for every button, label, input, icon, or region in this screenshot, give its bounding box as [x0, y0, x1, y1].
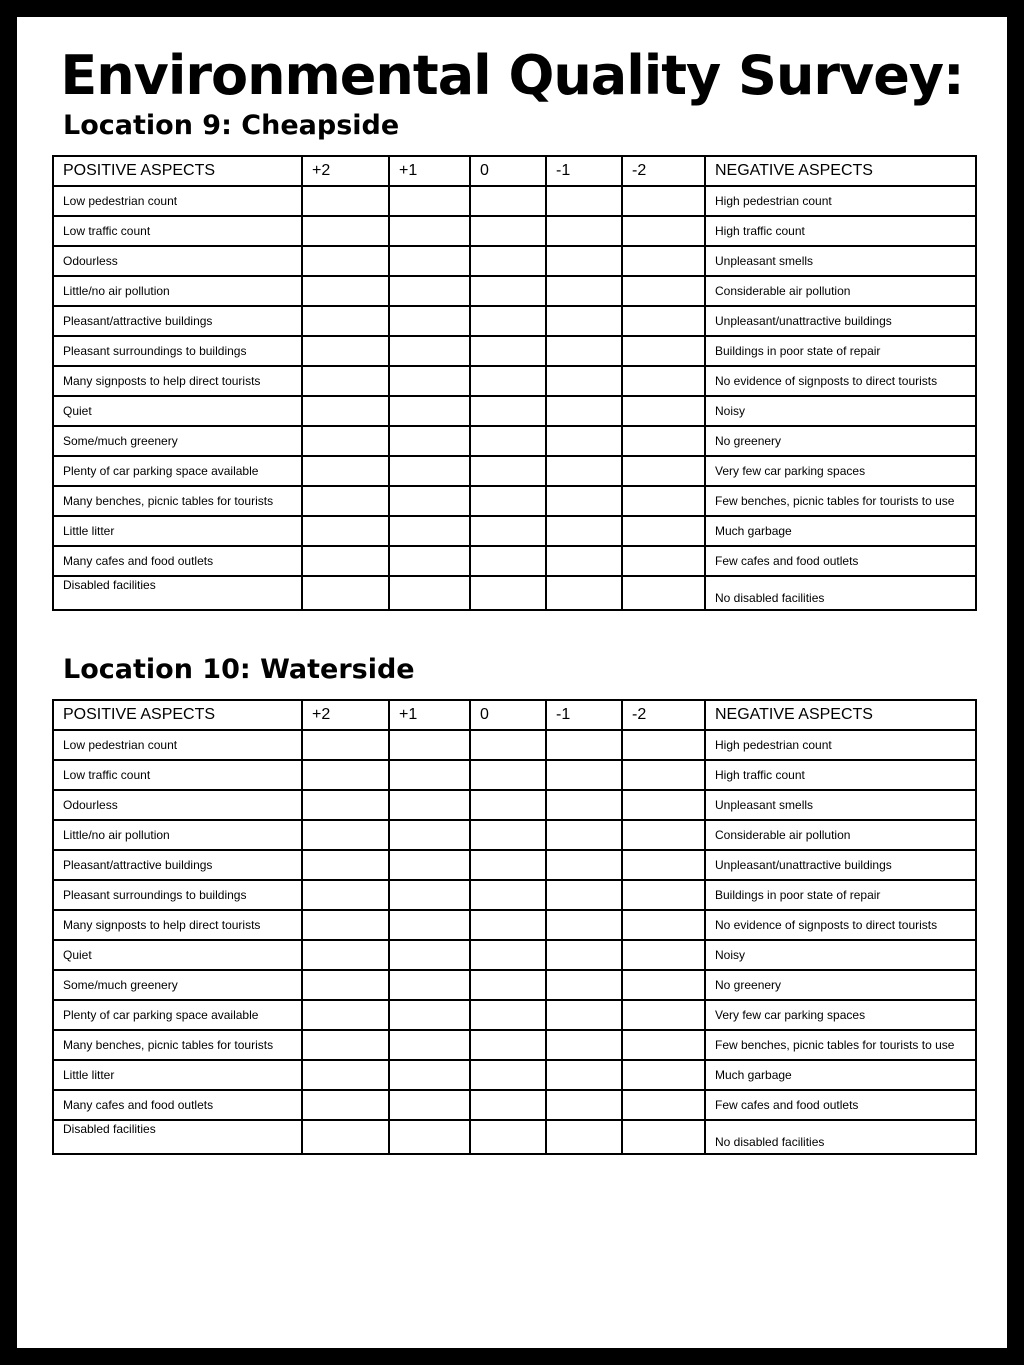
score-cell[interactable] — [302, 426, 389, 456]
negative-aspect-cell: High pedestrian count — [705, 186, 976, 216]
score-header: -2 — [622, 700, 705, 730]
score-cell[interactable] — [546, 516, 622, 546]
score-cell[interactable] — [470, 760, 546, 790]
table-row — [53, 820, 976, 850]
score-cell[interactable] — [302, 970, 389, 1000]
table-row — [53, 1060, 976, 1090]
positive-aspect-cell: Low pedestrian count — [53, 730, 302, 760]
score-cell[interactable] — [302, 306, 389, 336]
table-row — [53, 546, 976, 576]
positive-aspect-cell: Low traffic count — [53, 216, 302, 246]
negative-aspect-cell: Unpleasant/unattractive buildings — [705, 850, 976, 880]
score-cell[interactable] — [622, 216, 705, 246]
score-cell[interactable] — [470, 276, 546, 306]
score-cell[interactable] — [546, 306, 622, 336]
score-cell[interactable] — [470, 730, 546, 760]
score-cell[interactable] — [470, 940, 546, 970]
score-cell[interactable] — [389, 516, 470, 546]
score-cell[interactable] — [302, 486, 389, 516]
negative-aspect-cell: High pedestrian count — [705, 730, 976, 760]
table-row — [53, 760, 976, 790]
score-cell[interactable] — [470, 216, 546, 246]
score-cell[interactable] — [389, 276, 470, 306]
score-cell[interactable] — [546, 246, 622, 276]
score-cell[interactable] — [470, 426, 546, 456]
score-cell[interactable] — [546, 546, 622, 576]
negative-aspect-cell: Noisy — [705, 396, 976, 426]
location-title: Location 9: Cheapside — [63, 110, 400, 141]
table-row — [53, 1120, 976, 1154]
score-cell[interactable] — [470, 546, 546, 576]
score-cell[interactable] — [302, 546, 389, 576]
score-cell[interactable] — [622, 760, 705, 790]
negative-aspect-cell: No evidence of signposts to direct tourists — [705, 366, 976, 396]
score-cell[interactable] — [389, 880, 470, 910]
score-cell[interactable] — [470, 186, 546, 216]
score-cell[interactable] — [302, 880, 389, 910]
score-cell[interactable] — [389, 246, 470, 276]
negative-aspect-cell: High traffic count — [705, 216, 976, 246]
score-cell[interactable] — [622, 1120, 705, 1154]
score-header: -1 — [546, 700, 622, 730]
score-cell[interactable] — [622, 880, 705, 910]
score-cell[interactable] — [470, 396, 546, 426]
score-cell[interactable] — [470, 306, 546, 336]
score-cell[interactable] — [302, 396, 389, 426]
negative-aspect-cell: Noisy — [705, 940, 976, 970]
score-cell[interactable] — [389, 1000, 470, 1030]
score-cell[interactable] — [546, 456, 622, 486]
score-cell[interactable] — [302, 1060, 389, 1090]
score-cell[interactable] — [389, 336, 470, 366]
positive-aspect-cell: Some/much greenery — [53, 426, 302, 456]
score-cell[interactable] — [546, 276, 622, 306]
score-cell[interactable] — [622, 850, 705, 880]
survey-page — [17, 17, 1007, 1348]
score-cell[interactable] — [470, 1000, 546, 1030]
score-cell[interactable] — [389, 576, 470, 610]
score-cell[interactable] — [302, 850, 389, 880]
header-row — [53, 156, 976, 186]
score-cell[interactable] — [470, 850, 546, 880]
table-row — [53, 396, 976, 426]
score-cell[interactable] — [302, 940, 389, 970]
positive-aspect-cell: Little litter — [53, 1060, 302, 1090]
positive-aspect-cell: Many benches, picnic tables for tourists — [53, 1030, 302, 1060]
score-cell[interactable] — [546, 216, 622, 246]
negative-aspect-cell: Much garbage — [705, 1060, 976, 1090]
positive-aspect-cell: Odourless — [53, 790, 302, 820]
score-cell[interactable] — [389, 216, 470, 246]
score-cell[interactable] — [389, 1030, 470, 1060]
score-header: -2 — [622, 156, 705, 186]
positive-aspect-cell: Many signposts to help direct tourists — [53, 366, 302, 396]
negative-aspects-header: NEGATIVE ASPECTS — [705, 700, 976, 730]
score-cell[interactable] — [546, 186, 622, 216]
survey-table — [52, 699, 977, 1155]
score-cell[interactable] — [470, 366, 546, 396]
score-cell[interactable] — [546, 880, 622, 910]
score-cell[interactable] — [389, 790, 470, 820]
score-cell[interactable] — [389, 366, 470, 396]
page-title: Environmental Quality Survey: — [60, 44, 964, 107]
score-cell[interactable] — [546, 790, 622, 820]
table-row — [53, 1090, 976, 1120]
score-cell[interactable] — [470, 456, 546, 486]
positive-aspect-cell: Some/much greenery — [53, 970, 302, 1000]
table-row — [53, 276, 976, 306]
score-cell[interactable] — [622, 546, 705, 576]
score-cell[interactable] — [622, 276, 705, 306]
score-cell[interactable] — [470, 486, 546, 516]
positive-aspect-cell: Little/no air pollution — [53, 276, 302, 306]
table-row — [53, 486, 976, 516]
positive-aspect-cell: Pleasant surroundings to buildings — [53, 880, 302, 910]
score-cell[interactable] — [470, 820, 546, 850]
score-cell[interactable] — [622, 186, 705, 216]
score-cell[interactable] — [389, 970, 470, 1000]
score-header: +1 — [389, 156, 470, 186]
positive-aspect-cell: Disabled facilities — [53, 576, 302, 610]
table-row — [53, 456, 976, 486]
score-cell[interactable] — [302, 336, 389, 366]
score-cell[interactable] — [546, 1090, 622, 1120]
score-cell[interactable] — [622, 396, 705, 426]
score-cell[interactable] — [389, 730, 470, 760]
negative-aspect-cell: Unpleasant smells — [705, 246, 976, 276]
score-header: 0 — [470, 700, 546, 730]
table-row — [53, 426, 976, 456]
table-row — [53, 306, 976, 336]
score-cell[interactable] — [470, 246, 546, 276]
positive-aspect-cell: Many cafes and food outlets — [53, 1090, 302, 1120]
table-row — [53, 186, 976, 216]
score-header: +1 — [389, 700, 470, 730]
score-cell[interactable] — [546, 730, 622, 760]
negative-aspect-cell: No evidence of signposts to direct tourists — [705, 910, 976, 940]
positive-aspect-cell: Many signposts to help direct tourists — [53, 910, 302, 940]
location-title: Location 10: Waterside — [63, 654, 415, 685]
score-cell[interactable] — [302, 216, 389, 246]
table-row — [53, 1000, 976, 1030]
score-cell[interactable] — [622, 486, 705, 516]
negative-aspect-cell: Considerable air pollution — [705, 820, 976, 850]
negative-aspect-cell: Very few car parking spaces — [705, 456, 976, 486]
score-cell[interactable] — [389, 306, 470, 336]
score-cell[interactable] — [389, 820, 470, 850]
table-row — [53, 850, 976, 880]
table-row — [53, 576, 976, 610]
positive-aspect-cell: Quiet — [53, 396, 302, 426]
table-row — [53, 516, 976, 546]
score-cell[interactable] — [470, 336, 546, 366]
table-row — [53, 246, 976, 276]
positive-aspects-header: POSITIVE ASPECTS — [53, 700, 302, 730]
score-cell[interactable] — [470, 1120, 546, 1154]
score-cell[interactable] — [302, 760, 389, 790]
score-cell[interactable] — [622, 306, 705, 336]
score-cell[interactable] — [546, 940, 622, 970]
score-cell[interactable] — [546, 970, 622, 1000]
negative-aspect-cell: Considerable air pollution — [705, 276, 976, 306]
score-cell[interactable] — [546, 366, 622, 396]
negative-aspect-cell: High traffic count — [705, 760, 976, 790]
score-cell[interactable] — [302, 1000, 389, 1030]
score-cell[interactable] — [546, 396, 622, 426]
score-cell[interactable] — [546, 1030, 622, 1060]
negative-aspect-cell: Unpleasant/unattractive buildings — [705, 306, 976, 336]
table-row — [53, 790, 976, 820]
positive-aspect-cell: Pleasant surroundings to buildings — [53, 336, 302, 366]
score-cell[interactable] — [470, 576, 546, 610]
positive-aspect-cell: Many cafes and food outlets — [53, 546, 302, 576]
score-cell[interactable] — [546, 576, 622, 610]
table-row — [53, 880, 976, 910]
score-cell[interactable] — [470, 1060, 546, 1090]
table-row — [53, 216, 976, 246]
table-row — [53, 970, 976, 1000]
positive-aspect-cell: Disabled facilities — [53, 1120, 302, 1154]
negative-aspect-cell: Unpleasant smells — [705, 790, 976, 820]
score-cell[interactable] — [470, 790, 546, 820]
score-cell[interactable] — [302, 516, 389, 546]
score-header: +2 — [302, 156, 389, 186]
header-row — [53, 700, 976, 730]
score-cell[interactable] — [622, 366, 705, 396]
positive-aspect-cell: Low pedestrian count — [53, 186, 302, 216]
positive-aspect-cell: Plenty of car parking space available — [53, 456, 302, 486]
score-cell[interactable] — [302, 366, 389, 396]
score-cell[interactable] — [546, 820, 622, 850]
score-header: -1 — [546, 156, 622, 186]
score-cell[interactable] — [302, 730, 389, 760]
score-header: 0 — [470, 156, 546, 186]
table-row — [53, 1030, 976, 1060]
score-cell[interactable] — [389, 186, 470, 216]
score-cell[interactable] — [302, 276, 389, 306]
positive-aspect-cell: Little/no air pollution — [53, 820, 302, 850]
score-cell[interactable] — [622, 790, 705, 820]
score-cell[interactable] — [622, 910, 705, 940]
score-cell[interactable] — [546, 760, 622, 790]
score-cell[interactable] — [302, 1030, 389, 1060]
score-cell[interactable] — [546, 910, 622, 940]
score-cell[interactable] — [546, 1000, 622, 1030]
score-cell[interactable] — [546, 1060, 622, 1090]
score-cell[interactable] — [546, 426, 622, 456]
score-cell[interactable] — [302, 576, 389, 610]
positive-aspect-cell: Little litter — [53, 516, 302, 546]
score-cell[interactable] — [302, 186, 389, 216]
negative-aspect-cell: Buildings in poor state of repair — [705, 336, 976, 366]
score-cell[interactable] — [622, 940, 705, 970]
score-cell[interactable] — [622, 1000, 705, 1030]
score-cell[interactable] — [622, 426, 705, 456]
negative-aspect-cell: No disabled facilities — [705, 576, 976, 610]
table-row — [53, 336, 976, 366]
score-cell[interactable] — [622, 456, 705, 486]
score-cell[interactable] — [622, 516, 705, 546]
score-cell[interactable] — [546, 486, 622, 516]
score-header: +2 — [302, 700, 389, 730]
score-cell[interactable] — [389, 850, 470, 880]
negative-aspects-header: NEGATIVE ASPECTS — [705, 156, 976, 186]
table-row — [53, 940, 976, 970]
score-cell[interactable] — [389, 940, 470, 970]
score-cell[interactable] — [389, 486, 470, 516]
negative-aspect-cell: Few cafes and food outlets — [705, 546, 976, 576]
negative-aspect-cell: Few cafes and food outlets — [705, 1090, 976, 1120]
score-cell[interactable] — [622, 820, 705, 850]
score-cell[interactable] — [622, 1030, 705, 1060]
score-cell[interactable] — [302, 456, 389, 486]
negative-aspect-cell: Very few car parking spaces — [705, 1000, 976, 1030]
score-cell[interactable] — [470, 1090, 546, 1120]
positive-aspect-cell: Pleasant/attractive buildings — [53, 306, 302, 336]
score-cell[interactable] — [622, 1090, 705, 1120]
score-cell[interactable] — [389, 1120, 470, 1154]
score-cell[interactable] — [389, 546, 470, 576]
score-cell[interactable] — [470, 910, 546, 940]
positive-aspect-cell: Pleasant/attractive buildings — [53, 850, 302, 880]
negative-aspect-cell: Few benches, picnic tables for tourists to use — [705, 486, 976, 516]
score-cell[interactable] — [389, 910, 470, 940]
score-cell[interactable] — [622, 336, 705, 366]
negative-aspect-cell: Much garbage — [705, 516, 976, 546]
positive-aspect-cell: Quiet — [53, 940, 302, 970]
table-row — [53, 366, 976, 396]
score-cell[interactable] — [302, 790, 389, 820]
table-row — [53, 910, 976, 940]
score-cell[interactable] — [546, 1120, 622, 1154]
score-cell[interactable] — [302, 910, 389, 940]
positive-aspect-cell: Plenty of car parking space available — [53, 1000, 302, 1030]
score-cell[interactable] — [302, 246, 389, 276]
negative-aspect-cell: No disabled facilities — [705, 1120, 976, 1154]
positive-aspect-cell: Many benches, picnic tables for tourists — [53, 486, 302, 516]
score-cell[interactable] — [622, 730, 705, 760]
negative-aspect-cell: Few benches, picnic tables for tourists to use — [705, 1030, 976, 1060]
negative-aspect-cell: No greenery — [705, 970, 976, 1000]
negative-aspect-cell: No greenery — [705, 426, 976, 456]
score-cell[interactable] — [302, 1120, 389, 1154]
score-cell[interactable] — [389, 396, 470, 426]
score-cell[interactable] — [470, 1030, 546, 1060]
table-row — [53, 730, 976, 760]
score-cell[interactable] — [470, 516, 546, 546]
score-cell[interactable] — [389, 456, 470, 486]
positive-aspect-cell: Low traffic count — [53, 760, 302, 790]
score-cell[interactable] — [470, 970, 546, 1000]
score-cell[interactable] — [389, 1090, 470, 1120]
survey-table — [52, 155, 977, 611]
score-cell[interactable] — [470, 880, 546, 910]
score-cell[interactable] — [546, 336, 622, 366]
score-cell[interactable] — [622, 246, 705, 276]
score-cell[interactable] — [389, 1060, 470, 1090]
score-cell[interactable] — [302, 820, 389, 850]
score-cell[interactable] — [546, 850, 622, 880]
positive-aspects-header: POSITIVE ASPECTS — [53, 156, 302, 186]
score-cell[interactable] — [302, 1090, 389, 1120]
score-cell[interactable] — [389, 426, 470, 456]
score-cell[interactable] — [622, 1060, 705, 1090]
score-cell[interactable] — [622, 970, 705, 1000]
positive-aspect-cell: Odourless — [53, 246, 302, 276]
negative-aspect-cell: Buildings in poor state of repair — [705, 880, 976, 910]
score-cell[interactable] — [389, 760, 470, 790]
score-cell[interactable] — [622, 576, 705, 610]
